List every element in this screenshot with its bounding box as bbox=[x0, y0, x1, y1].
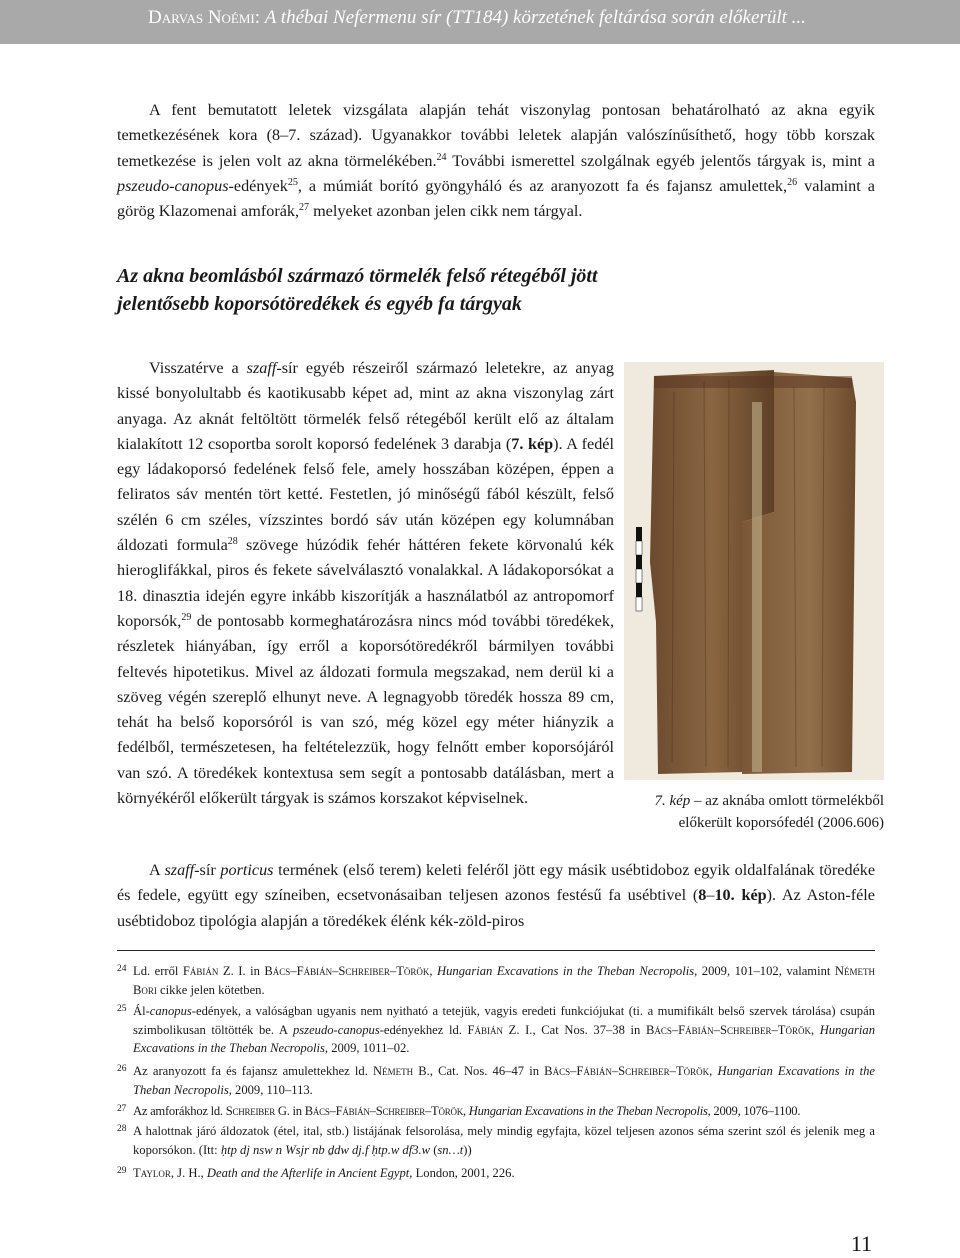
footnote-number: 28 bbox=[117, 1124, 127, 1134]
paragraph-usebti bbox=[117, 858, 875, 934]
book-title: Hungarian Excavations in the Theban Necropolis, bbox=[133, 1064, 875, 1097]
book-title: Hungarian Excavations in the Theban Necropolis, bbox=[133, 1022, 875, 1055]
text-run: de pontosabb kormeghatározásra nincs mód további töredékek, részletek hiányában, így erről a koporsótöredékről bármilyen további feltevés hipotetikus. Mivel az áldozati formula megszakad, nem derül ki a szöveg végén szereplő elhunyt neve. A legnagyobb töredék hossza 89 cm, tehát ha belső koporsóról is van szó, még közel egy méter hiányzik a fedélből, természetesen, ha feltételezzük, hogy felnőtt ember koporsójáról van szó. A töredékek kontextusa sem segít a pontosabb datálásban, mert a környékéről előkerült tárgyak is számos korszakot képviselnek. bbox=[117, 611, 614, 808]
text-run: Az amforákhoz ld. bbox=[133, 1104, 226, 1118]
text-run: -edényekhez ld. bbox=[379, 1022, 468, 1037]
text-run: cikke jelen kötetben. bbox=[156, 982, 265, 997]
text-run: ). A fedél egy ládakoporsó fedelének felső fele, amely hosszában középen, éppen a feliratos sáv mentén tört ketté. Festetlen, jó minőségű fából készült, felső szélén 6 cm széles, vízszintes bordó sáv után középen egy kolumnában áldozati formula bbox=[117, 434, 614, 555]
text-run: A halottnak járó áldozatok (étel, ital, stb.) listájának felsorolása, mely mindig egyfajta, közel teljesen azonos séma szerint szól és jelenik meg a koporsókon. (Itt: bbox=[133, 1124, 875, 1157]
text-run: További ismerettel szolgálnak egyéb jelentős tárgyak is, mint a bbox=[446, 151, 875, 170]
footnote-28 bbox=[117, 1122, 875, 1159]
text-run: A bbox=[149, 861, 165, 879]
author-name: Bács–Fábián–Schreiber–Török, bbox=[264, 964, 433, 978]
text-run: Ld. erről bbox=[133, 964, 183, 978]
book-title: Death and the Afterlife in Ancient Egypt, bbox=[206, 1166, 413, 1180]
footnote-number: 27 bbox=[117, 1104, 126, 1114]
text-run: in bbox=[245, 964, 265, 978]
text-run: )) bbox=[463, 1142, 472, 1157]
author-name: Bács–Fábián–Schreiber–Török, bbox=[645, 1022, 815, 1037]
footnote-ref-28[interactable]: 28 bbox=[227, 536, 238, 548]
page-number: 11 bbox=[850, 1231, 872, 1256]
text-run: valamint a görög Klazomenai amforák, bbox=[117, 176, 875, 221]
text-run: melyeket azonban jelen cikk nem tárgyal. bbox=[309, 202, 583, 221]
text-run: termének (első terem) keleti feléről jött egy másik usébtidoboz egyik oldalfalának töredéke és fedele, együtt egy színeiben, ecsetvonásaiban teljesen azonos festésű fa usébtivel ( bbox=[117, 861, 876, 905]
running-head-author: Darvas Noémi: bbox=[148, 7, 261, 28]
author-name: Fábián Z. I. bbox=[182, 964, 246, 978]
text-run: 2009, 110–113. bbox=[231, 1082, 313, 1097]
text-run-italic: pszeudo-canopus bbox=[117, 176, 229, 195]
text-run-italic: sn…t bbox=[437, 1142, 464, 1157]
footnote-ref-29[interactable]: 29 bbox=[181, 611, 192, 623]
text-run-italic: canopus bbox=[149, 1004, 192, 1018]
text-run-italic: szaff bbox=[246, 359, 277, 377]
text-run: , bbox=[200, 1166, 207, 1180]
footnote-ref-25[interactable]: 25 bbox=[287, 176, 298, 188]
text-run: 2009, 1011–02. bbox=[328, 1041, 410, 1055]
text-run: -edények bbox=[228, 176, 288, 195]
text-run: szövege húzódik fehér háttéren fekete körvonalú kék hieroglifákkal, piros és fekete sávelválasztó vonalakkal. A ládakoporsókat a 18. dinasztia idején egyre inkább kiszorítják a használatból az antropomorf koporsók, bbox=[117, 536, 614, 630]
author-name: Németh B. bbox=[373, 1064, 430, 1078]
text-run-italic: porticus bbox=[220, 861, 274, 879]
text-run: – bbox=[706, 886, 715, 905]
text-run-italic: szaff bbox=[164, 861, 195, 879]
footnote-ref-24[interactable]: 24 bbox=[436, 151, 447, 163]
footnote-27 bbox=[117, 1102, 875, 1121]
book-title: Hungarian Excavations in the Theban Necropolis, bbox=[432, 964, 698, 978]
section-heading: Az akna beomlásból származó törmelék felső rétegéből jött jelentősebb koporsótöredékek és egyéb fa tárgyak bbox=[117, 265, 598, 315]
text-run: , a múmiát borító gyöngyháló és az aranyozott fa és fajansz amulettek, bbox=[297, 176, 788, 195]
text-run: ( bbox=[430, 1142, 438, 1157]
running-head-title: A thébai Nefermenu sír (TT184) körzetének feltárása során előkerült ... bbox=[264, 7, 806, 28]
footnote-ref-26[interactable]: 26 bbox=[787, 176, 798, 188]
author-name: Bács–Fábián–Schreiber–Török, bbox=[544, 1064, 713, 1078]
footnote-number: 26 bbox=[117, 1064, 127, 1074]
footnote-number: 29 bbox=[117, 1166, 127, 1176]
coffin-lid-photo bbox=[624, 362, 884, 780]
text-run-italic: pszeudo-canopus bbox=[292, 1022, 380, 1037]
running-head bbox=[0, 0, 960, 44]
footnote-25 bbox=[117, 1002, 875, 1058]
figure-ref[interactable]: 10. kép bbox=[714, 886, 767, 905]
book-title: Hungarian Excavations in the Theban Necropolis, bbox=[465, 1104, 711, 1118]
figure-caption-text: – az aknába omlott törmelékből előkerült koporsófedél (2006.606) bbox=[678, 793, 884, 831]
author-name: Schreiber G. bbox=[225, 1104, 290, 1118]
text-run: -edények, a valóságban ugyanis nem nyitható a tetejük, vagyis eredeti funkciójukat (ti. a mumifikált belső szervek tárolása) csupán szimbolikusan töltötték be. A bbox=[133, 1004, 875, 1037]
footnote-number: 25 bbox=[117, 1004, 127, 1014]
text-run: in bbox=[289, 1104, 305, 1118]
text-run: London, 2001, 226. bbox=[412, 1166, 515, 1180]
text-run: -sír egyéb részeiről származó leletekre, az anyag kissé bonyolultabb és kaotikusabb képet ad, mint az akna viszonylag zárt anyaga. Az aknát feltöltött törmelék felső rétegéből került elő az általam kialakított 12 csoportba sorolt koporsó fedelének 3 darabja ( bbox=[117, 359, 614, 453]
text-run: Az aranyozott fa és fajansz amulettekhez ld. bbox=[133, 1064, 374, 1078]
paragraph-coffin bbox=[117, 356, 614, 811]
footnote-number: 24 bbox=[117, 964, 127, 974]
footnote-29 bbox=[117, 1164, 875, 1183]
author-name: Fábián Z. I. bbox=[467, 1022, 533, 1037]
figure-ref[interactable]: 8 bbox=[698, 886, 707, 905]
paragraph-intro bbox=[117, 98, 875, 224]
text-run-italic: ḥtp dj nsw n Wsjr nb ḏdw dj.f ḥtp.w df3.w bbox=[220, 1142, 431, 1157]
footnote-separator bbox=[117, 950, 875, 951]
author-name: Bács–Fábián–Schreiber–Török, bbox=[304, 1104, 466, 1118]
figure-caption-label: 7. kép bbox=[654, 793, 691, 809]
figure-ref[interactable]: 7. kép bbox=[511, 434, 554, 453]
text-run: Visszatérve a bbox=[149, 359, 247, 377]
footnote-26 bbox=[117, 1062, 875, 1099]
text-run: 2009, 1076–1100. bbox=[710, 1104, 801, 1118]
text-run: ). Az Aston-féle usébtidoboz tipológia alapján a töredékek élénk kék-zöld-piros bbox=[117, 886, 875, 930]
text-run: 2009, 101–102, valamint bbox=[697, 964, 835, 978]
text-run: A fent bemutatott leletek vizsgálata alapján tehát viszonylag pontosan behatárolható az akna egyik temetkezésének kora (8–7. század). Ugyanakkor további leletek alapján valószínűsíthető, hogy több korszak temetkezése is jelen volt az akna törmelékében. bbox=[117, 101, 875, 170]
text-run: , Cat Nos. 37–38 in bbox=[532, 1022, 646, 1037]
footnote-ref-27[interactable]: 27 bbox=[299, 202, 310, 214]
author-name: Taylor, J. H. bbox=[133, 1166, 201, 1180]
text-run: , Cat. Nos. 46–47 in bbox=[429, 1064, 545, 1078]
text-run: -sír bbox=[194, 861, 221, 879]
figure-caption bbox=[616, 790, 884, 834]
footnote-24 bbox=[117, 962, 875, 999]
text-run: Ál- bbox=[133, 1004, 150, 1018]
author-name: Németh Bori bbox=[133, 964, 875, 997]
